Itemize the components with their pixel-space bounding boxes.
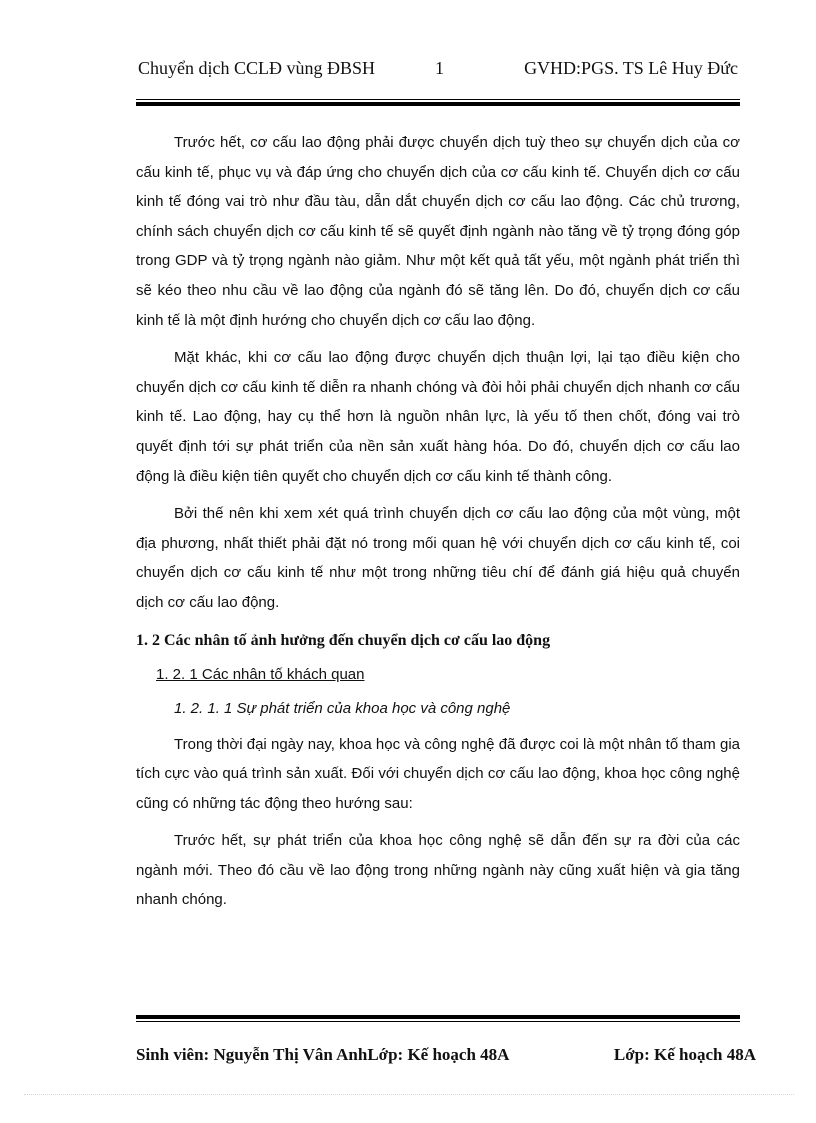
- section-heading: 1. 2 Các nhân tố ảnh hưởng đến chuyển dịch cơ cấu lao động: [136, 631, 551, 649]
- body-paragraph: Mặt khác, khi cơ cấu lao động được chuyển dịch thuận lợi, lại tạo điều kiện cho chuyển dịch cơ cấu kinh tế diễn ra nhanh chóng và đòi hỏi phải chuyển dịch nhanh cơ cấu kinh tế. Lao động, hay cụ thể hơn là nguồn nhân lực, là yếu tố then chốt, đóng vai trò quyết định tới sự phát triển của nền sản xuất hàng hóa. Do đó, chuyển dịch cơ cấu lao động là điều kiện tiên quyết cho chuyển dịch cơ cấu kinh tế thành công.: [136, 349, 740, 485]
- subsection-heading-text: 1. 2. 1 Các nhân tố khách quan: [156, 665, 365, 683]
- footer-student: Sinh viên: Nguyễn Thị Vân AnhLớp: Kế hoạch 48A: [136, 1045, 510, 1064]
- page-bottom-dotted-line: [24, 1094, 794, 1095]
- page-header: [138, 58, 738, 82]
- document-body: [136, 128, 740, 923]
- body-paragraph: Bởi thế nên khi xem xét quá trình chuyển dịch cơ cấu lao động của một vùng, một địa phương, nhất thiết phải đặt nó trong mối quan hệ với chuyển dịch cơ cấu kinh tế, coi chuyển dịch cơ cấu kinh tế như một trong những tiêu chí để đánh giá hiệu quả chuyển dịch cơ cấu lao động.: [136, 505, 740, 611]
- body-paragraph: Trước hết, sự phát triển của khoa học công nghệ sẽ dẫn đến sự ra đời của các ngành mới. Theo đó cầu về lao động trong những ngành này cũng xuất hiện và gia tăng nhanh chóng.: [136, 832, 740, 909]
- header-title: Chuyển dịch CCLĐ vùng ĐBSH: [138, 58, 376, 78]
- subsubsection-heading: 1. 2. 1. 1 Sự phát triển của khoa học và công nghệ: [174, 699, 511, 717]
- page-footer: [136, 1045, 756, 1069]
- header-supervisor: GVHD:PGS. TS Lê Huy Đức: [524, 58, 738, 78]
- page-number: 1: [435, 58, 444, 78]
- footer-class: Lớp: Kế hoạch 48A: [613, 1045, 756, 1064]
- header-divider: [136, 99, 740, 106]
- body-paragraph: Trước hết, cơ cấu lao động phải được chuyển dịch tuỳ theo sự chuyển dịch của cơ cấu kinh tế, phục vụ và đáp ứng cho chuyển dịch của cơ cấu kinh tế. Chuyển dịch cơ cấu kinh tế đóng vai trò như đầu tàu, dẫn dắt chuyển dịch cơ cấu lao động. Các chủ trương, chính sách chuyển dịch cơ cấu kinh tế sẽ quyết định ngành nào tăng về tỷ trọng đóng góp trong GDP và tỷ trọng ngành nào giảm. Như một kết quả tất yếu, một ngành phát triển thì sẽ kéo theo nhu cầu về lao động của ngành đó sẽ tăng lên. Do đó, chuyển dịch cơ cấu kinh tế là một định hướng cho chuyển dịch cơ cấu lao động.: [136, 134, 740, 329]
- body-paragraph: Trong thời đại ngày nay, khoa học và công nghệ đã được coi là một nhân tố tham gia tích cực vào quá trình sản xuất. Đối với chuyển dịch cơ cấu lao động, khoa học công nghệ cũng có những tác động theo hướng sau:: [136, 735, 740, 812]
- footer-divider: [136, 1015, 740, 1022]
- subsection-heading: [156, 660, 740, 690]
